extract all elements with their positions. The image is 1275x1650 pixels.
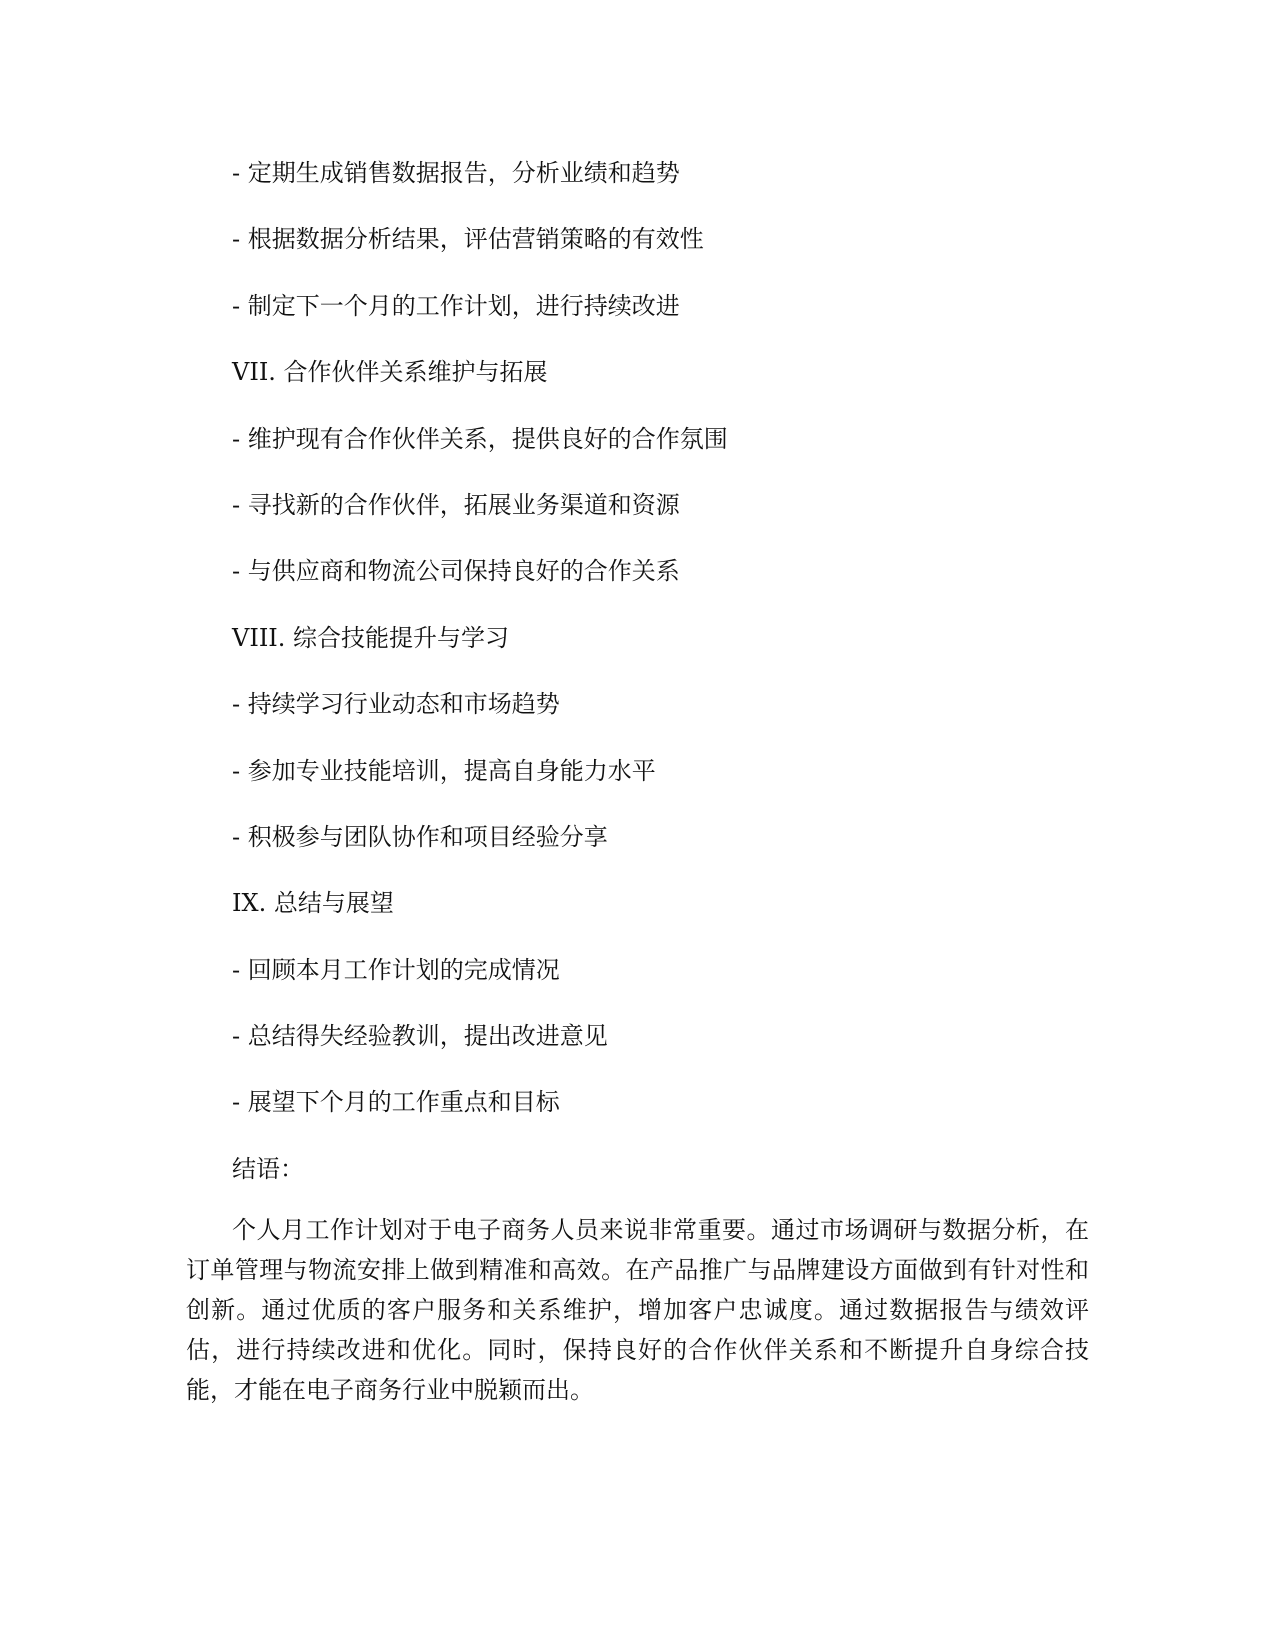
list-item: - 参加专业技能培训，提高自身能力水平 [232,756,656,785]
conclusion-label: 结语： [232,1154,304,1183]
list-item: - 持续学习行业动态和市场趋势 [232,690,560,719]
list-item: - 制定下一个月的工作计划，进行持续改进 [232,291,680,320]
conclusion-paragraph: 个人月工作计划对于电子商务人员来说非常重要。通过市场调研与数据分析，在订单管理与物流安排上做到精准和高效。在产品推广与品牌建设方面做到有针对性和创新。通过优质的客户服务和关系维护，增加客户忠诚度。通过数据报告与绩效评估，进行持续改进和优化。同时，保持良好的合作伙伴关系和不断提升自身综合技能，才能在电子商务行业中脱颖而出。 [186,1216,1089,1405]
list-item: - 总结得失经验教训，提出改进意见 [232,1022,608,1051]
list-item: - 根据数据分析结果，评估营销策略的有效性 [232,225,704,254]
section-heading: IX. 总结与展望 [232,889,394,918]
section-heading: VII. 合作伙伴关系维护与拓展 [232,358,548,387]
list-item: - 与供应商和物流公司保持良好的合作关系 [232,557,680,586]
list-item: - 寻找新的合作伙伴，拓展业务渠道和资源 [232,490,680,519]
list-item: - 维护现有合作伙伴关系，提供良好的合作氛围 [232,424,728,453]
list-item: - 展望下个月的工作重点和目标 [232,1088,560,1117]
list-item: - 定期生成销售数据报告，分析业绩和趋势 [232,159,680,187]
list-item: - 回顾本月工作计划的完成情况 [232,955,560,984]
list-item: - 积极参与团队协作和项目经验分享 [232,822,608,851]
document-body [186,140,1089,1434]
section-heading: VIII. 综合技能提升与学习 [232,623,510,652]
